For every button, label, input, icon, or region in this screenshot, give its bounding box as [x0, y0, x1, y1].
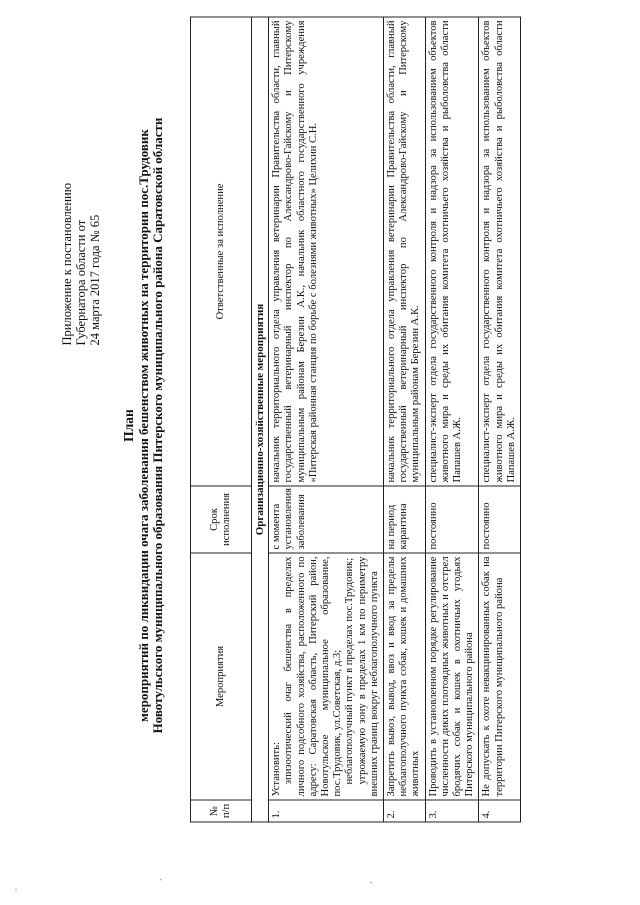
appendix-line-3: 24 марта 2017 года № 65 — [88, 214, 102, 345]
measure-paragraph: угрожаемую зону в пределах 1 км по периметру внешних границ вокруг неблагополучного пункта — [356, 556, 380, 796]
row-term: постоянно — [425, 486, 479, 553]
section-title: Организационно-хозяйственные мероприятия — [252, 17, 269, 822]
table-row — [384, 17, 426, 822]
header-measures: Мероприятия — [191, 553, 252, 800]
row-measure: Запретить вывоз, вывод, ввоз и ввод за пределы неблагополучного пункта собак, кошек и домашних животных — [384, 553, 426, 800]
scan-speck — [370, 881, 372, 883]
row-responsible: специалист-эксперт отдела государственного контроля и надзора за использованием объектов животного мира и среды их обитания комитета охотничьего хозяйства и рыболовства области Папашев А.Ж. — [425, 17, 479, 486]
scan-speck — [160, 878, 162, 880]
appendix-line-1: Приложение к постановлению — [60, 182, 74, 345]
section-row — [252, 17, 269, 822]
measure-paragraph: эпизоотический очаг бешенства в пределах личного подсобного хозяйства, расположенного по адресу: Саратовская область, Питерский район, Новотульское муниципальное образование, пос.Трудовик, ул.Советская, д.3; — [283, 556, 344, 796]
row-measure — [269, 553, 384, 800]
appendix-note — [60, 105, 102, 345]
row-responsible: специалист-эксперт отдела государственного контроля и надзора за использованием объектов животного мира и среды их обитания комитета охотничьего хозяйства и рыболовства области Папашев А.Ж. — [479, 17, 521, 486]
row-term: с момента установления заболевания — [269, 486, 384, 553]
title-subject: мероприятий по ликвидации очага заболевания бешенством животных на территории пос.Трудовик — [135, 128, 151, 722]
row-responsible: начальник территориального отдела управления ветеринарии Правительства области, главный государственный ветеринарный инспектор по Александрово-Гайскому и Питерскому муниципальным районам Березин А.К., начальник областного государственного учреждения «Питерская районная станция по борьбе с болезнями животных» Целихин С.Н. — [269, 17, 384, 486]
row-responsible: начальник территориального отдела управления ветеринарии Правительства области, главный государственный ветеринарный инспектор по Александрово-Гайскому и Питерскому муниципальным районам Березин А.К. — [384, 17, 426, 486]
scan-speck — [15, 888, 17, 890]
title-territory: Новотульского муниципального образования Питерского муниципального района Саратовской области — [150, 117, 165, 733]
measure-paragraph: неблагополучный пункт в пределах пос.Трудовик; — [344, 557, 356, 784]
row-measure: Проводить в установленном порядке регулирование численности диких плотоядных животных и отстрел бродячих собак и кошек в охотничьих угодьях Питерского муниципального района — [425, 553, 479, 800]
row-number: 3. — [425, 800, 479, 822]
measure-intro: Установить: — [271, 741, 283, 796]
table-header-row — [191, 17, 252, 822]
appendix-line-2: Губернатора области от — [74, 219, 88, 345]
row-number: 1. — [269, 800, 384, 822]
row-number: 4. — [479, 800, 521, 822]
table-row — [269, 17, 384, 822]
measures-table — [190, 16, 521, 822]
header-term: Срок исполнения — [191, 486, 252, 553]
row-term: постоянно — [479, 486, 521, 553]
title-plan: План — [121, 408, 136, 442]
row-measure: Не допускать к охоте невакцинированных собак на территории Питерского муниципального района — [479, 553, 521, 800]
header-responsible: Ответственные за исполнение — [191, 17, 252, 486]
table-row — [479, 17, 521, 822]
table-row — [425, 17, 479, 822]
row-term: на период карантина — [384, 486, 426, 553]
header-num: № п/п — [191, 800, 252, 822]
row-number: 2. — [384, 800, 426, 822]
document-title — [122, 65, 166, 785]
